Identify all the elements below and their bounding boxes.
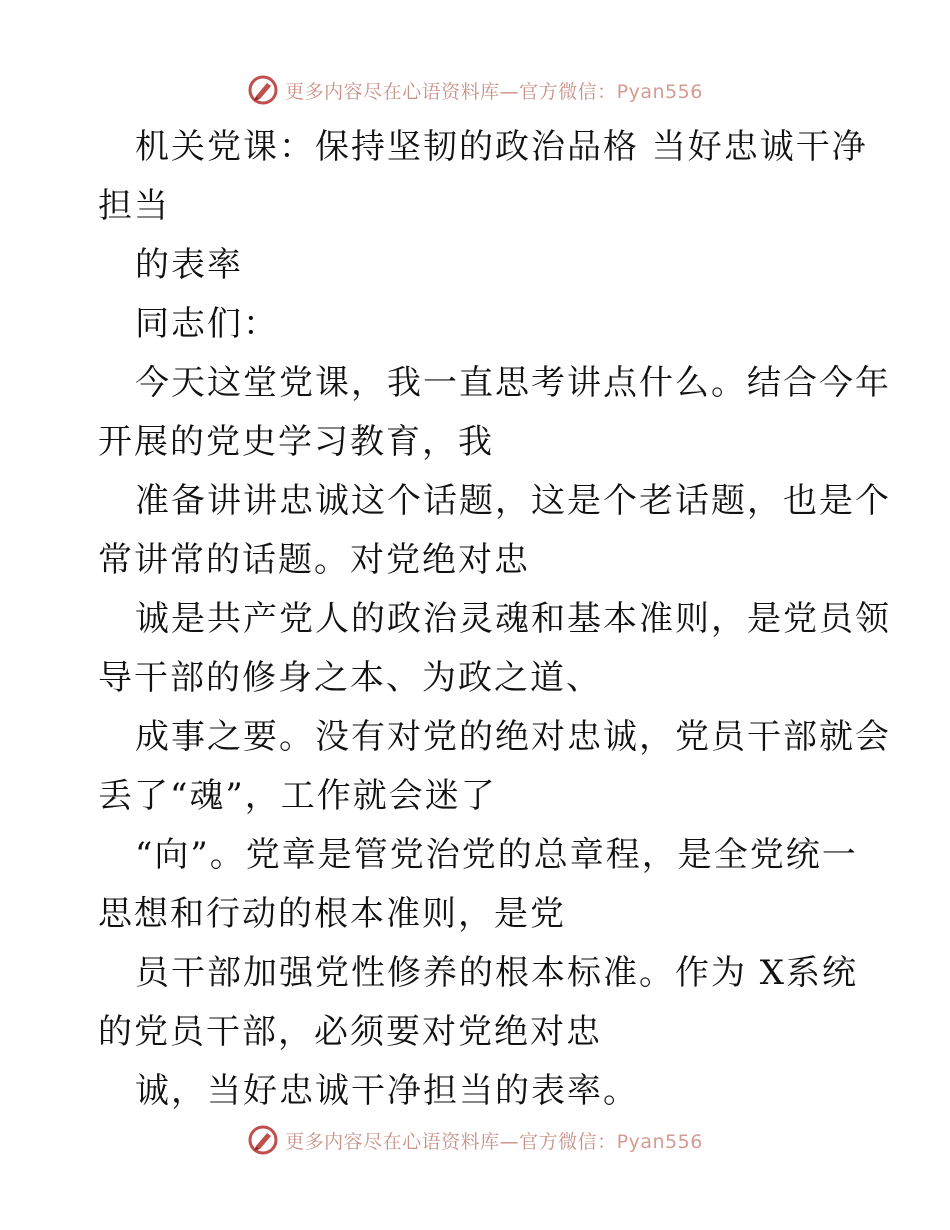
text-line: 担当 [98,186,170,226]
text-line: 思想和行动的根本准则，是党 [98,894,566,934]
text-line: 准备讲讲忠诚这个话题，这是个老话题，也是个 [135,481,891,521]
watermark-wechat-id: Pyan556 [616,80,703,103]
document-body [98,118,891,1121]
pen-logo-icon [247,74,279,106]
watermark-text [285,77,703,104]
text-line: 同志们： [135,304,279,344]
watermark-wechat-id: Pyan556 [616,1130,703,1153]
watermark-footer [0,1120,950,1160]
watermark-text [285,1127,703,1154]
text-line: 诚，当好忠诚干净担当的表率。 [135,1071,639,1111]
watermark-label: 更多内容尽在心语资料库—官方微信： [285,1130,617,1153]
text-line: 诚是共产党人的政治灵魂和基本准则，是党员领 [135,599,891,639]
text-line: 成事之要。没有对党的绝对忠诚，党员干部就会 [135,717,891,757]
text-line: 丢了“魂”，工作就会迷了 [98,776,497,816]
text-line: “向”。党章是管党治党的总章程，是全党统一 [135,835,858,875]
text-line: 今天这堂党课，我一直思考讲点什么。结合今年 [135,363,891,403]
text-line: 开展的党史学习教育，我 [98,422,494,462]
text-line: 的表率 [135,245,243,285]
text-line: 的党员干部，必须要对党绝对忠 [98,1012,602,1052]
text-line: 导干部的修身之本、为政之道、 [98,658,602,698]
text-line: 常讲常的话题。对党绝对忠 [98,540,530,580]
pen-logo-icon [247,1124,279,1156]
watermark-header [0,70,950,110]
text-line: 机关党课：保持坚韧的政治品格 当好忠诚干净 [135,127,868,167]
text-line: 员干部加强党性修养的根本标准。作为 X系统 [135,953,859,993]
watermark-label: 更多内容尽在心语资料库—官方微信： [285,80,617,103]
